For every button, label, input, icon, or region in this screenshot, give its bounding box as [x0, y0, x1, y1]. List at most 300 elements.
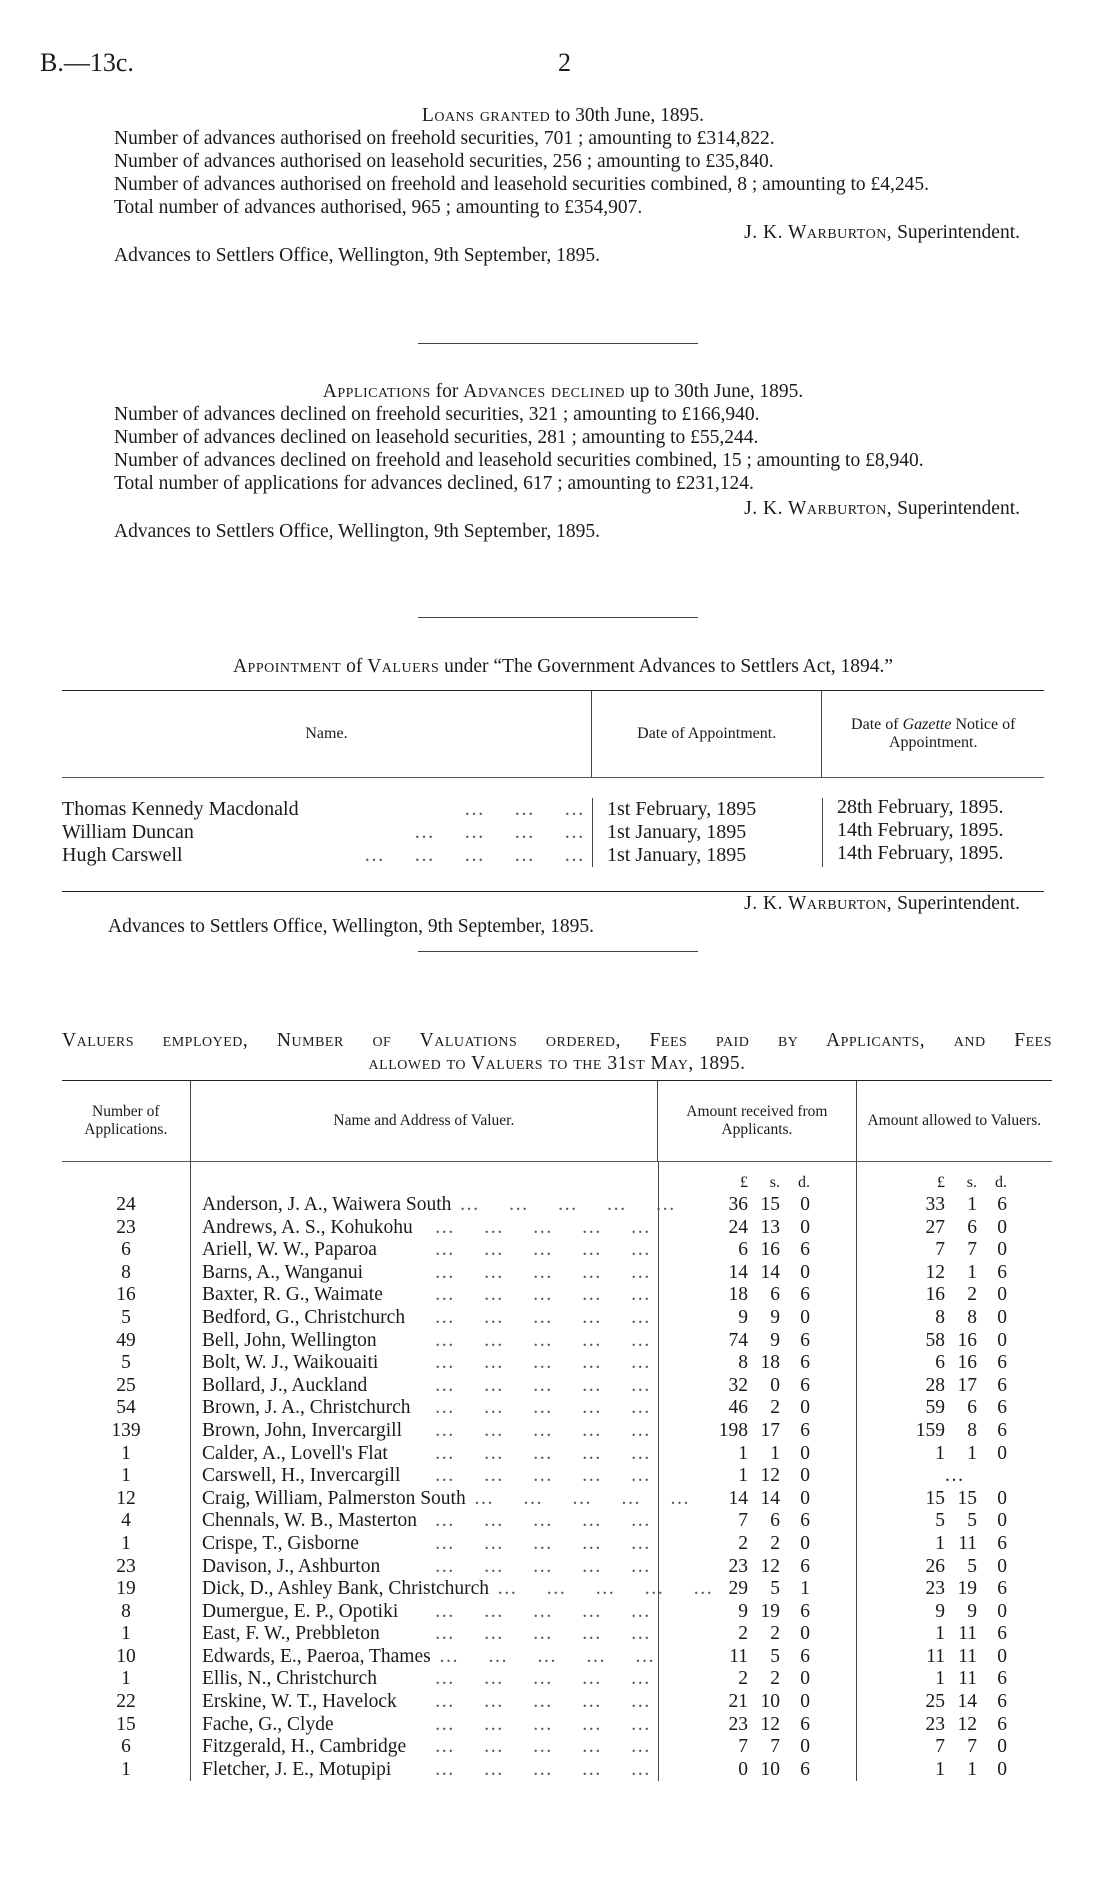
loans-total: Total number of advances authorised, 965 ; amounting to £354,907.	[114, 197, 643, 218]
valuers-table-body	[62, 1162, 1052, 1781]
shillings: 2	[770, 1623, 780, 1645]
table-row	[62, 1284, 1052, 1307]
applications-count: 23	[116, 1216, 136, 1238]
amount-received	[658, 1217, 856, 1240]
pence: 0	[997, 1239, 1007, 1261]
table-row	[62, 1397, 1052, 1420]
pounds: 27	[925, 1216, 945, 1238]
amount-allowed	[856, 1194, 1052, 1217]
amount-received	[658, 1239, 856, 1262]
no-amount: …	[944, 1465, 964, 1487]
amount-allowed	[856, 1330, 1052, 1353]
pence-unit: d.	[995, 1174, 1007, 1191]
pounds: 0	[738, 1758, 748, 1780]
leader-dots: … … … … …	[434, 1600, 652, 1622]
shillings: 14	[760, 1261, 780, 1283]
amount-received	[658, 1623, 856, 1646]
amount-received	[658, 1262, 856, 1285]
divider	[418, 951, 698, 952]
table-row	[62, 1601, 1052, 1624]
pence: 6	[997, 1691, 1007, 1713]
pence: 0	[997, 1645, 1007, 1667]
pence: 0	[800, 1442, 810, 1464]
shillings: 1	[967, 1261, 977, 1283]
shillings: 6	[770, 1510, 780, 1532]
shillings: 8	[967, 1306, 977, 1328]
pounds: 14	[728, 1261, 748, 1283]
amount-allowed	[856, 1668, 1052, 1691]
pence: 1	[800, 1578, 810, 1600]
pounds: 32	[728, 1374, 748, 1396]
shillings: 14	[760, 1487, 780, 1509]
pence: 6	[800, 1555, 810, 1577]
column-rule	[658, 1162, 659, 1781]
shillings: 1	[967, 1194, 977, 1215]
amount-received	[658, 1736, 856, 1759]
pounds: 8	[935, 1306, 945, 1328]
amount-allowed	[856, 1397, 1052, 1420]
pounds: 6	[935, 1352, 945, 1374]
valuer-name-address: Fitzgerald, H., Cambridge	[202, 1736, 407, 1758]
applications-count: 1	[121, 1442, 131, 1464]
leader-dots: … … … … …	[434, 1329, 652, 1351]
shillings: 16	[957, 1329, 977, 1351]
valuer-name-address: Dick, D., Ashley Bank, Christchurch	[202, 1578, 490, 1600]
pounds: 198	[718, 1419, 748, 1441]
pounds: 11	[926, 1645, 945, 1667]
leader-dots: … … … … …	[434, 1510, 652, 1532]
leader-dots: … … … … …	[434, 1758, 652, 1780]
amount-received	[658, 1307, 856, 1330]
valuer-name-address: Dumergue, E. P., Opotiki	[202, 1600, 399, 1622]
shillings: 15	[760, 1194, 780, 1215]
pounds: 7	[935, 1239, 945, 1261]
pounds: 23	[728, 1555, 748, 1577]
pounds: 1	[738, 1465, 748, 1487]
pence: 0	[800, 1668, 810, 1690]
pence: 6	[800, 1329, 810, 1351]
amount-received	[658, 1420, 856, 1443]
shillings: 1	[770, 1442, 780, 1464]
amount-allowed	[856, 1736, 1052, 1759]
valuer-name-address: Anderson, J. A., Waiwera South	[202, 1194, 452, 1215]
col-allowed: Amount allowed to Valuers.	[856, 1081, 1052, 1161]
applications-count: 8	[121, 1261, 131, 1283]
applications-count: 5	[121, 1352, 131, 1374]
appointment-date: 1st January, 1895	[592, 821, 822, 844]
amount-received	[658, 1759, 856, 1782]
declined-total: Total number of applications for advances declined, 617 ; amounting to £231,124.	[114, 473, 754, 494]
table-row	[62, 1420, 1052, 1443]
applications-count: 1	[121, 1623, 131, 1645]
pounds: 46	[728, 1397, 748, 1419]
shilling-unit: s.	[966, 1174, 977, 1191]
amount-allowed	[856, 1714, 1052, 1737]
leader-dots: … … … … …	[438, 1645, 657, 1667]
pence: 6	[800, 1758, 810, 1780]
leader-dots: … … … … …	[434, 1239, 652, 1261]
leader-dots: … … … … …	[434, 1419, 652, 1441]
appointment-title: Appointment of Valuers under “The Government Advances to Settlers Act, 1894.”	[232, 656, 894, 677]
pounds: 28	[925, 1374, 945, 1396]
table-row: Hugh Carswell … … … … … 1st January, 1895 14th February, 1895.	[62, 844, 1044, 867]
shillings: 16	[957, 1352, 977, 1374]
shillings: 6	[967, 1397, 977, 1419]
shillings: 2	[770, 1668, 780, 1690]
pounds: 9	[738, 1306, 748, 1328]
leader-dots: … … … … …	[434, 1736, 652, 1758]
shillings: 2	[967, 1284, 977, 1306]
valuer-name-address: Crispe, T., Gisborne	[202, 1532, 359, 1554]
pound-unit: £	[937, 1174, 945, 1191]
applications-count: 139	[111, 1419, 141, 1441]
valuer-name-address: Brown, John, Invercargill	[202, 1419, 403, 1441]
amount-received	[658, 1714, 856, 1737]
valuers-table-header	[62, 1081, 1052, 1162]
pence: 0	[997, 1555, 1007, 1577]
pence: 6	[997, 1668, 1007, 1690]
pounds: 1	[935, 1532, 945, 1554]
shillings: 6	[967, 1216, 977, 1238]
table-row	[62, 1217, 1052, 1240]
pence: 6	[997, 1397, 1007, 1419]
shillings: 11	[958, 1532, 977, 1554]
amount-received	[658, 1375, 856, 1398]
amount-received	[658, 1352, 856, 1375]
leader-dots: … … … … …	[473, 1487, 692, 1509]
pounds: 12	[925, 1261, 945, 1283]
pounds: 5	[935, 1510, 945, 1532]
pence: 0	[997, 1600, 1007, 1622]
applications-count: 25	[116, 1374, 136, 1396]
applications-count: 54	[116, 1397, 136, 1419]
pence: 6	[800, 1352, 810, 1374]
amount-received	[658, 1284, 856, 1307]
valuer-name: Hugh Carswell	[62, 844, 183, 866]
amount-received	[658, 1397, 856, 1420]
leader-dots: … … … … …	[434, 1442, 652, 1464]
shillings: 2	[770, 1532, 780, 1554]
pounds: 2	[738, 1623, 748, 1645]
amount-allowed	[856, 1239, 1052, 1262]
pounds: 33	[925, 1194, 945, 1215]
leader-dots: … … … … …	[434, 1261, 652, 1283]
applications-count: 24	[116, 1194, 136, 1215]
valuer-name-address: Ellis, N., Christchurch	[202, 1668, 377, 1690]
shillings: 7	[967, 1736, 977, 1758]
table-row	[62, 1375, 1052, 1398]
pounds: 36	[728, 1194, 748, 1215]
amount-allowed	[856, 1217, 1052, 1240]
pounds: 59	[925, 1397, 945, 1419]
shillings: 5	[967, 1555, 977, 1577]
amount-allowed	[856, 1307, 1052, 1330]
pounds: 23	[925, 1578, 945, 1600]
pounds: 25	[925, 1691, 945, 1713]
amount-allowed	[856, 1556, 1052, 1579]
shillings: 8	[967, 1419, 977, 1441]
shillings: 5	[770, 1578, 780, 1600]
pence: 6	[997, 1419, 1007, 1441]
pence: 0	[800, 1306, 810, 1328]
valuer-name: Thomas Kennedy Macdonald	[62, 798, 299, 820]
appointment-footer	[68, 892, 1058, 938]
leader-dots: … … … … …	[434, 1397, 652, 1419]
valuer-name: William Duncan	[62, 821, 194, 843]
pounds: 26	[925, 1555, 945, 1577]
valuers-title: Valuers employed, Number of Valuations ordered, Fees paid by Applicants, and Fees allowed to Valuers to the 31st May, 1895.	[62, 1030, 1052, 1074]
table-row	[62, 1736, 1052, 1759]
shillings: 5	[967, 1510, 977, 1532]
col-valuer: Name and Address of Valuer.	[190, 1081, 658, 1161]
shillings: 7	[967, 1239, 977, 1261]
valuer-name-address: Brown, J. A., Christchurch	[202, 1397, 411, 1419]
pence: 6	[997, 1374, 1007, 1396]
amount-received	[658, 1533, 856, 1556]
amount-received	[658, 1601, 856, 1624]
appointment-date: 1st February, 1895	[592, 798, 822, 821]
shillings: 1	[967, 1442, 977, 1464]
declined-line: Number of advances declined on leasehold securities, 281 ; amounting to £55,244.	[114, 427, 759, 448]
pounds: 15	[925, 1487, 945, 1509]
applications-count: 15	[116, 1713, 136, 1735]
gazette-date: 28th February, 1895.	[822, 798, 1044, 821]
pence: 6	[800, 1713, 810, 1735]
shillings: 18	[760, 1352, 780, 1374]
table-row	[62, 1533, 1052, 1556]
pence: 0	[997, 1758, 1007, 1780]
amount-allowed	[856, 1646, 1052, 1669]
declined-signature: J. K. Warburton, Superintendent.	[744, 498, 1020, 519]
pence: 6	[800, 1645, 810, 1667]
pounds: 8	[738, 1352, 748, 1374]
shillings: 9	[967, 1600, 977, 1622]
shilling-unit: s.	[769, 1174, 780, 1191]
valuer-name-address: Craig, William, Palmerston South	[202, 1487, 466, 1509]
table-row	[62, 1488, 1052, 1511]
valuer-name-address: Barns, A., Wanganui	[202, 1261, 364, 1283]
amount-received	[658, 1691, 856, 1714]
loans-line: Number of advances authorised on freehold securities, 701 ; amounting to £314,822.	[114, 128, 775, 149]
leader-dots: … … … … …	[434, 1623, 652, 1645]
appointment-table-header	[62, 691, 1044, 778]
loans-title: Loans granted to 30th June, 1895.	[421, 105, 705, 126]
table-row	[62, 1443, 1052, 1466]
shillings: 9	[770, 1329, 780, 1351]
shillings: 15	[957, 1487, 977, 1509]
applications-count: 8	[121, 1600, 131, 1622]
declined-title: Applications for Advances declined up to 30th June, 1895.	[322, 381, 804, 402]
leader-dots: … … … … …	[434, 1465, 652, 1487]
amount-allowed	[856, 1533, 1052, 1556]
amount-allowed	[856, 1510, 1052, 1533]
applications-count: 1	[121, 1465, 131, 1487]
amount-allowed	[856, 1691, 1052, 1714]
loans-office: Advances to Settlers Office, Wellington, 9th September, 1895.	[114, 245, 600, 266]
shillings: 10	[760, 1758, 780, 1780]
amount-received	[658, 1646, 856, 1669]
shillings: 12	[760, 1465, 780, 1487]
pounds: 29	[728, 1578, 748, 1600]
amount-received	[658, 1556, 856, 1579]
shillings: 1	[967, 1758, 977, 1780]
pounds: 18	[728, 1284, 748, 1306]
pence: 6	[800, 1510, 810, 1532]
applications-count: 4	[121, 1510, 131, 1532]
col-name: Name.	[305, 725, 348, 742]
amount-allowed	[856, 1262, 1052, 1285]
column-rule	[856, 1162, 857, 1781]
valuer-name-address: Chennals, W. B., Masterton	[202, 1510, 418, 1532]
valuer-name-address: Baxter, R. G., Waimate	[202, 1284, 383, 1306]
leader-dots: … … … … …	[434, 1216, 652, 1238]
pence: 0	[800, 1691, 810, 1713]
table-row	[62, 1646, 1052, 1669]
loans-signature: J. K. Warburton, Superintendent.	[744, 222, 1020, 243]
pence: 6	[997, 1713, 1007, 1735]
declined-line: Number of advances declined on freehold and leasehold securities combined, 15 ; amounting to £8,940.	[114, 450, 924, 471]
leader-dots: … … … … …	[434, 1713, 652, 1735]
amount-allowed	[856, 1420, 1052, 1443]
pounds: 7	[935, 1736, 945, 1758]
leader-dots: … … … … …	[434, 1668, 652, 1690]
valuer-name-address: Carswell, H., Invercargill	[202, 1465, 401, 1487]
shillings: 7	[770, 1736, 780, 1758]
amount-received	[658, 1443, 856, 1466]
pence: 0	[997, 1284, 1007, 1306]
pounds: 11	[729, 1645, 748, 1667]
pounds: 14	[728, 1487, 748, 1509]
amount-allowed	[856, 1578, 1052, 1601]
pounds: 7	[738, 1510, 748, 1532]
valuer-name-address: East, F. W., Prebbleton	[202, 1623, 380, 1645]
pounds: 1	[738, 1442, 748, 1464]
col-gazette-notice: Date of Gazette Notice of Appointment.	[821, 691, 1044, 777]
pounds: 58	[925, 1329, 945, 1351]
valuer-name-address: Davison, J., Ashburton	[202, 1555, 381, 1577]
pence: 0	[800, 1487, 810, 1509]
applications-count: 49	[116, 1329, 136, 1351]
pounds: 74	[728, 1329, 748, 1351]
valuer-name-address: Fletcher, J. E., Motupipi	[202, 1758, 392, 1780]
table-row	[62, 1556, 1052, 1579]
gazette-date: 14th February, 1895.	[822, 844, 1044, 867]
applications-count: 6	[121, 1736, 131, 1758]
pence: 0	[800, 1194, 810, 1215]
pounds: 1	[935, 1668, 945, 1690]
amount-allowed	[856, 1465, 1052, 1488]
amount-allowed	[856, 1375, 1052, 1398]
column-rule	[190, 1162, 191, 1781]
table-row: William Duncan … … … … 1st January, 1895 14th February, 1895.	[62, 821, 1044, 844]
applications-count: 1	[121, 1532, 131, 1554]
pence: 6	[997, 1194, 1007, 1215]
applications-count: 12	[116, 1487, 136, 1509]
shillings: 19	[957, 1578, 977, 1600]
leader-dots: … … … … …	[434, 1306, 652, 1328]
pounds: 23	[728, 1713, 748, 1735]
leader-dots: … … … … …	[434, 1532, 652, 1554]
table-row	[62, 1307, 1052, 1330]
table-row	[62, 1759, 1052, 1782]
shillings: 2	[770, 1397, 780, 1419]
table-row	[62, 1691, 1052, 1714]
table-row	[62, 1578, 1052, 1601]
pence: 6	[800, 1419, 810, 1441]
shillings: 16	[760, 1239, 780, 1261]
pounds: 24	[728, 1216, 748, 1238]
table-row	[62, 1239, 1052, 1262]
leader-dots: … … … … …	[434, 1374, 652, 1396]
amount-allowed	[856, 1759, 1052, 1782]
shillings: 10	[760, 1691, 780, 1713]
shillings: 11	[958, 1623, 977, 1645]
shillings: 5	[770, 1645, 780, 1667]
applications-count: 10	[116, 1645, 136, 1667]
pounds: 2	[738, 1668, 748, 1690]
table-row	[62, 1510, 1052, 1533]
pence: 0	[997, 1510, 1007, 1532]
document-reference: B.—13c.	[40, 48, 134, 77]
pence: 0	[800, 1261, 810, 1283]
shillings: 13	[760, 1216, 780, 1238]
pence: 6	[997, 1352, 1007, 1374]
applications-count: 6	[121, 1239, 131, 1261]
appointment-office: Advances to Settlers Office, Wellington, 9th September, 1895.	[108, 916, 594, 937]
pence: 0	[800, 1216, 810, 1238]
divider	[418, 343, 698, 344]
table-row	[62, 1352, 1052, 1375]
pounds: 16	[925, 1284, 945, 1306]
pence-unit: d.	[798, 1174, 810, 1191]
applications-count: 16	[116, 1284, 136, 1306]
pence: 6	[800, 1600, 810, 1622]
currency-units-row	[62, 1172, 1052, 1194]
shillings: 14	[957, 1691, 977, 1713]
amount-allowed	[856, 1623, 1052, 1646]
declined-office: Advances to Settlers Office, Wellington, 9th September, 1895.	[114, 521, 600, 542]
shillings: 11	[958, 1645, 977, 1667]
pence: 0	[800, 1736, 810, 1758]
valuer-name-address: Bedford, G., Christchurch	[202, 1306, 406, 1328]
shillings: 0	[770, 1374, 780, 1396]
pounds: 9	[738, 1600, 748, 1622]
gazette-date: 14th February, 1895.	[822, 821, 1044, 844]
table-row: Thomas Kennedy Macdonald … … … 1st February, 1895 28th February, 1895.	[62, 798, 1044, 821]
declined-line: Number of advances declined on freehold securities, 321 ; amounting to £166,940.	[114, 404, 760, 425]
valuer-name-address: Bell, John, Wellington	[202, 1329, 377, 1351]
valuer-name-address: Bollard, J., Auckland	[202, 1374, 368, 1396]
leader-dots: … … … … …	[497, 1578, 715, 1600]
valuer-name-address: Ariell, W. W., Paparoa	[202, 1239, 377, 1261]
pound-unit: £	[740, 1174, 748, 1191]
pounds: 6	[738, 1239, 748, 1261]
amount-received	[658, 1194, 856, 1217]
pence: 6	[997, 1623, 1007, 1645]
valuer-name-address: Bolt, W. J., Waikouaiti	[202, 1352, 379, 1374]
valuer-name-address: Calder, A., Lovell's Flat	[202, 1442, 388, 1464]
valuers-table	[62, 1080, 1052, 1781]
amount-received	[658, 1668, 856, 1691]
pence: 0	[997, 1487, 1007, 1509]
pence: 0	[997, 1216, 1007, 1238]
pence: 0	[997, 1306, 1007, 1328]
valuer-name-address: Erskine, W. T., Havelock	[202, 1691, 397, 1713]
appointment-signature: J. K. Warburton, Superintendent.	[744, 893, 1020, 914]
pounds: 23	[925, 1713, 945, 1735]
col-applications: Number of Applications.	[84, 1103, 168, 1138]
pounds: 159	[915, 1419, 945, 1441]
